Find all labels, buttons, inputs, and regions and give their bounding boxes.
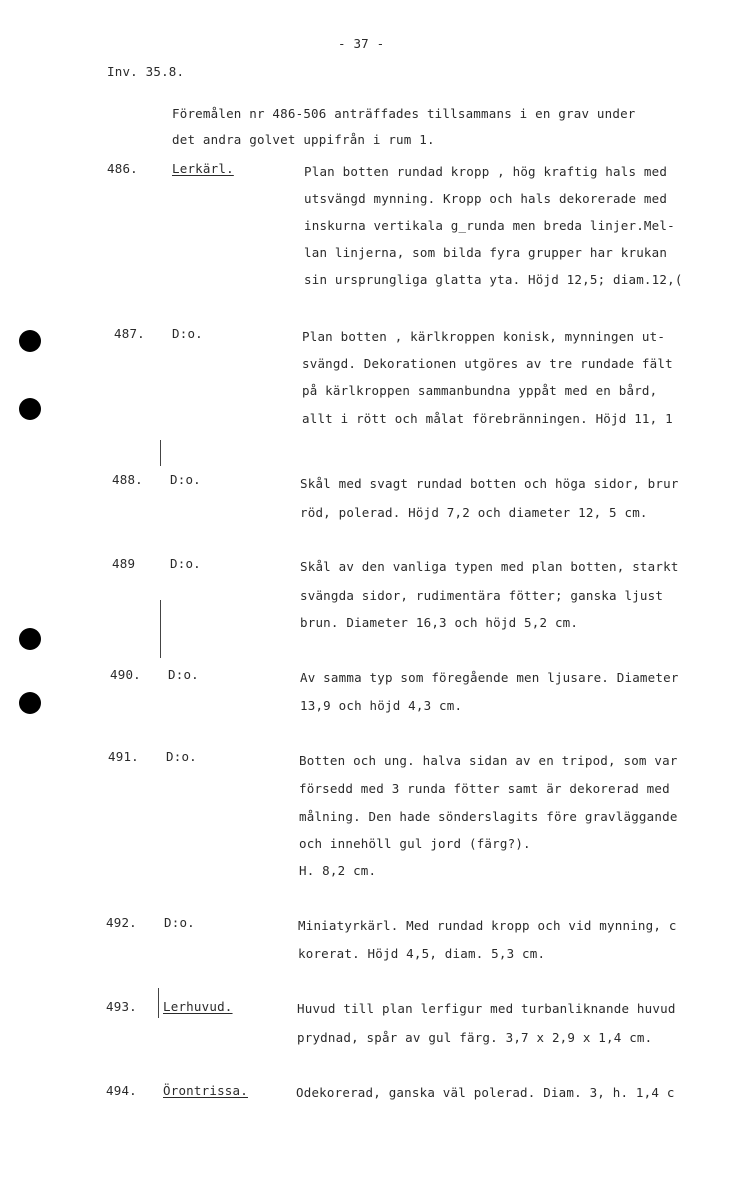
punch-hole [19,628,41,650]
entry-name: D:o. [166,749,197,764]
entry-line: Skål med svagt rundad botten och höga sidor, brur [300,476,679,491]
entry-line: H. 8,2 cm. [299,863,377,878]
entry-name: Lerkärl. [172,161,234,176]
punch-hole [19,692,41,714]
entry-line: försedd med 3 runda fötter samt är dekorerad med [299,781,670,796]
entry-line: Botten och ung. halva sidan av en tripod, som var [299,753,678,768]
entry-line: och innehöll gul jord (färg?). [299,836,531,851]
entry-line: röd, polerad. Höjd 7,2 och diameter 12, 5 cm. [300,505,648,520]
entry-line: svängda sidor, rudimentära fötter; ganska ljust [300,588,664,603]
entry-name: D:o. [168,667,199,682]
entry-line: Huvud till plan lerfigur med turbanliknande huvud [297,1001,676,1016]
margin-mark [160,600,161,658]
entry-line: Plan botten , kärlkroppen konisk, mynningen ut- [302,329,666,344]
entry-line: Av samma typ som föregående men ljusare. Diameter [300,670,679,685]
entry-name: D:o. [164,915,195,930]
entry-line: på kärlkroppen sammanbundna yppåt med en bård, [302,383,658,398]
intro-line: det andra golvet uppifrån i rum 1. [172,132,435,147]
entry-number: 487. [114,326,145,341]
entry-name: Lerhuvud. [163,999,233,1014]
intro-line: Föremålen nr 486-506 anträffades tillsammans i en grav under [172,106,636,121]
punch-hole [19,398,41,420]
entry-line: allt i rött och målat förebränningen. Höjd 11, 1 [302,411,673,426]
margin-mark [160,440,161,466]
entry-line: brun. Diameter 16,3 och höjd 5,2 cm. [300,615,579,630]
entry-line: lan linjerna, som bilda fyra grupper har krukan [304,245,668,260]
punch-hole [19,330,41,352]
entry-line: korerat. Höjd 4,5, diam. 5,3 cm. [298,946,546,961]
entry-line: Odekorerad, ganska väl polerad. Diam. 3, h. 1,4 c [296,1085,675,1100]
entry-number: 494. [106,1083,137,1098]
page-number: - 37 - [338,36,385,51]
entry-number: 486. [107,161,138,176]
entry-number: 492. [106,915,137,930]
entry-name: D:o. [170,472,201,487]
entry-line: Skål av den vanliga typen med plan botten, starkt [300,559,679,574]
entry-line: målning. Den hade sönderslagits före gravläggande [299,809,678,824]
entry-line: utsvängd mynning. Kropp och hals dekorerade med [304,191,668,206]
entry-line: Plan botten rundad kropp , hög kraftig hals med [304,164,668,179]
inventory-ref: Inv. 35.8. [107,64,185,79]
entry-number: 491. [108,749,139,764]
margin-mark [158,988,159,1018]
entry-line: sin ursprungliga glatta yta. Höjd 12,5; diam.12,( [304,272,683,287]
entry-line: inskurna vertikala g_runda men breda linjer.Mel- [304,218,675,233]
entry-number: 488. [112,472,143,487]
entry-number: 489 [112,556,136,571]
entry-name: D:o. [172,326,203,341]
entry-line: svängd. Dekorationen utgöres av tre rundade fält [302,356,673,371]
entry-number: 493. [106,999,137,1014]
entry-name: D:o. [170,556,201,571]
entry-line: prydnad, spår av gul färg. 3,7 x 2,9 x 1,4 cm. [297,1030,653,1045]
entry-line: 13,9 och höjd 4,3 cm. [300,698,463,713]
entry-name: Örontrissa. [163,1083,248,1098]
entry-number: 490. [110,667,141,682]
entry-line: Miniatyrkärl. Med rundad kropp och vid mynning, c [298,918,677,933]
